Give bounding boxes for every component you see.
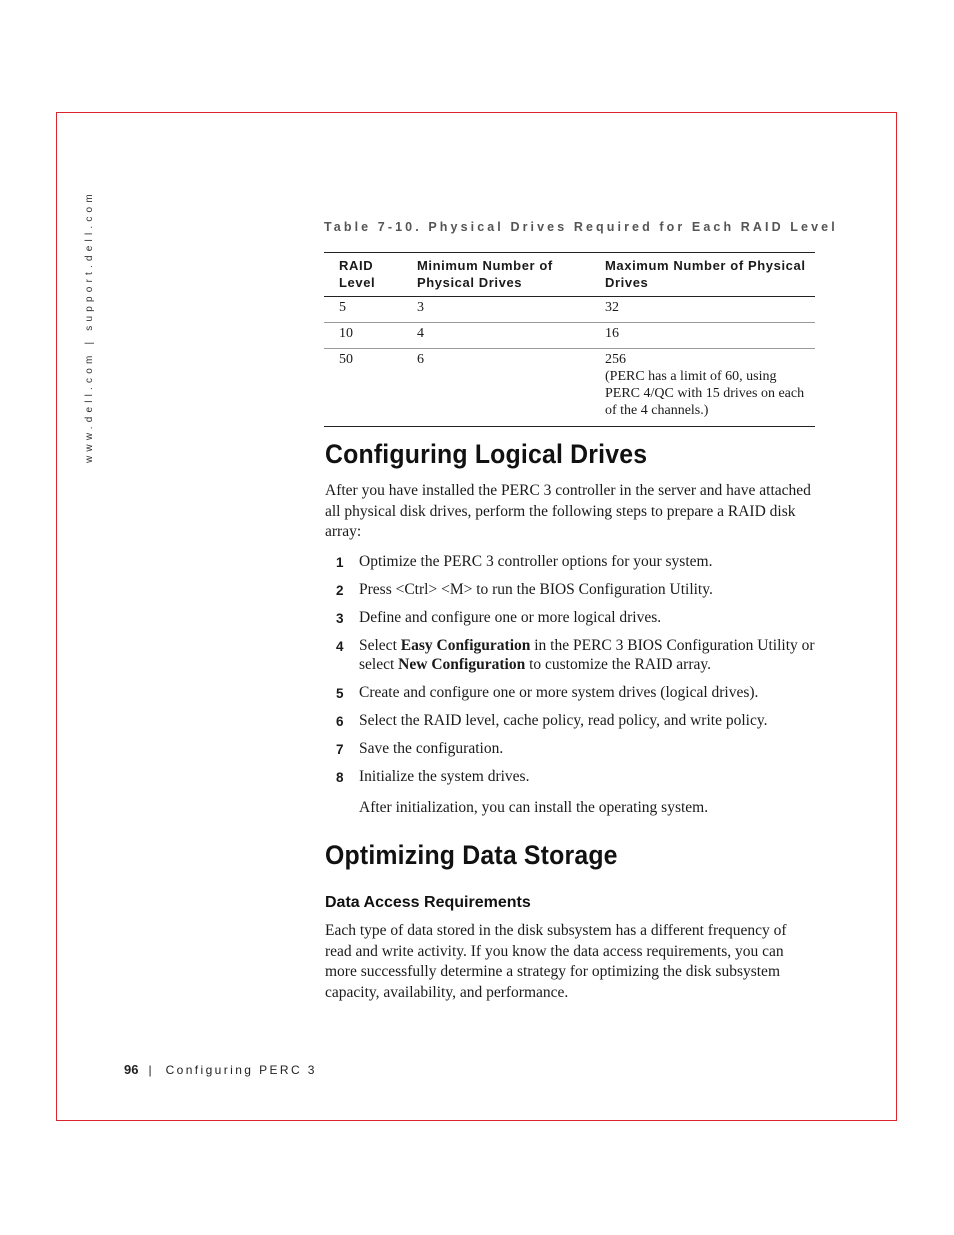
step-text: Save the configuration. xyxy=(359,740,504,758)
step-text: Press <Ctrl> <M> to run the BIOS Configuration Utility. xyxy=(359,581,713,599)
cell-max-with-note xyxy=(601,349,815,427)
cell-max: 256 xyxy=(605,352,626,367)
list-item xyxy=(325,684,815,703)
step-text-c: in the PERC 3 BIOS Configuration Utility or select xyxy=(359,637,815,673)
list-item xyxy=(325,768,815,787)
header-max-drives: Maximum Number of Physical Drives xyxy=(601,253,815,297)
section-title-optimizing: Optimizing Data Storage xyxy=(325,840,618,870)
cell-raid: 10 xyxy=(324,323,413,349)
table-row xyxy=(324,297,815,323)
cell-max: 16 xyxy=(601,323,815,349)
list-item xyxy=(325,637,815,674)
cell-min: 4 xyxy=(413,323,601,349)
subsection-title: Data Access Requirements xyxy=(325,894,531,911)
cell-min: 6 xyxy=(413,349,601,427)
step-text-d: to customize the RAID array. xyxy=(525,655,711,673)
step-text: Initialize the system drives. xyxy=(359,768,530,786)
step-number: 2 xyxy=(336,583,344,599)
step-text: Define and configure one or more logical drives. xyxy=(359,609,662,627)
page-footer xyxy=(124,1062,317,1077)
cell-raid: 50 xyxy=(324,349,413,427)
table-caption: Table 7-10. Physical Drives Required for Each RAID Level xyxy=(324,220,838,234)
step-text: Create and configure one or more system drives (logical drives). xyxy=(359,683,759,701)
header-raid-level: RAID Level xyxy=(324,253,413,297)
raid-drives-table xyxy=(324,252,815,427)
step-text: Optimize the PERC 3 controller options for your system. xyxy=(359,553,713,570)
step-number: 3 xyxy=(336,611,344,627)
step-number: 4 xyxy=(336,639,344,655)
step-text: Select the RAID level, cache policy, read policy, and write policy. xyxy=(359,711,768,729)
easy-configuration-label: Easy Configuration xyxy=(400,637,531,655)
list-item xyxy=(325,581,815,600)
page-number: 96 xyxy=(124,1062,139,1077)
cell-note: (PERC has a limit of 60, using PERC 4/QC with 15 drives on each of the 4 channels.) xyxy=(605,369,805,418)
header-min-drives: Minimum Number of Physical Drives xyxy=(413,253,601,297)
config-steps-list xyxy=(325,553,815,796)
list-item xyxy=(325,553,815,572)
list-item xyxy=(325,609,815,628)
step-number: 6 xyxy=(336,713,344,729)
section-title-configuring: Configuring Logical Drives xyxy=(325,439,648,469)
table-row xyxy=(324,349,815,427)
after-initialization-note: After initialization, you can install the operating system. xyxy=(359,799,709,816)
new-configuration-label: New Configuration xyxy=(398,655,526,673)
list-item xyxy=(325,740,815,759)
table-header-row xyxy=(324,253,815,297)
cell-raid: 5 xyxy=(324,297,413,323)
footer-separator: | xyxy=(148,1063,152,1077)
step-number: 5 xyxy=(336,685,344,701)
step-number: 7 xyxy=(336,742,344,758)
intro-paragraph: After you have installed the PERC 3 controller in the server and have attached all physical disk drives, perform the following steps to prepare a RAID disk array: xyxy=(325,482,811,540)
step-text-a: Select xyxy=(359,637,401,655)
cell-max: 32 xyxy=(601,297,815,323)
list-item xyxy=(325,712,815,731)
side-url: www.dell.com | support.dell.com xyxy=(84,190,95,463)
cell-min: 3 xyxy=(413,297,601,323)
step-number: 1 xyxy=(336,555,344,570)
data-access-paragraph: Each type of data stored in the disk subsystem has a different frequency of read and write activity. If you know the data access requirements, you can more successfully determine a strategy for optimizing the disk subsystem capacity, availability, and performance. xyxy=(325,922,787,1001)
step-number: 8 xyxy=(336,770,344,786)
chapter-title: Configuring PERC 3 xyxy=(165,1063,317,1077)
table-row xyxy=(324,323,815,349)
